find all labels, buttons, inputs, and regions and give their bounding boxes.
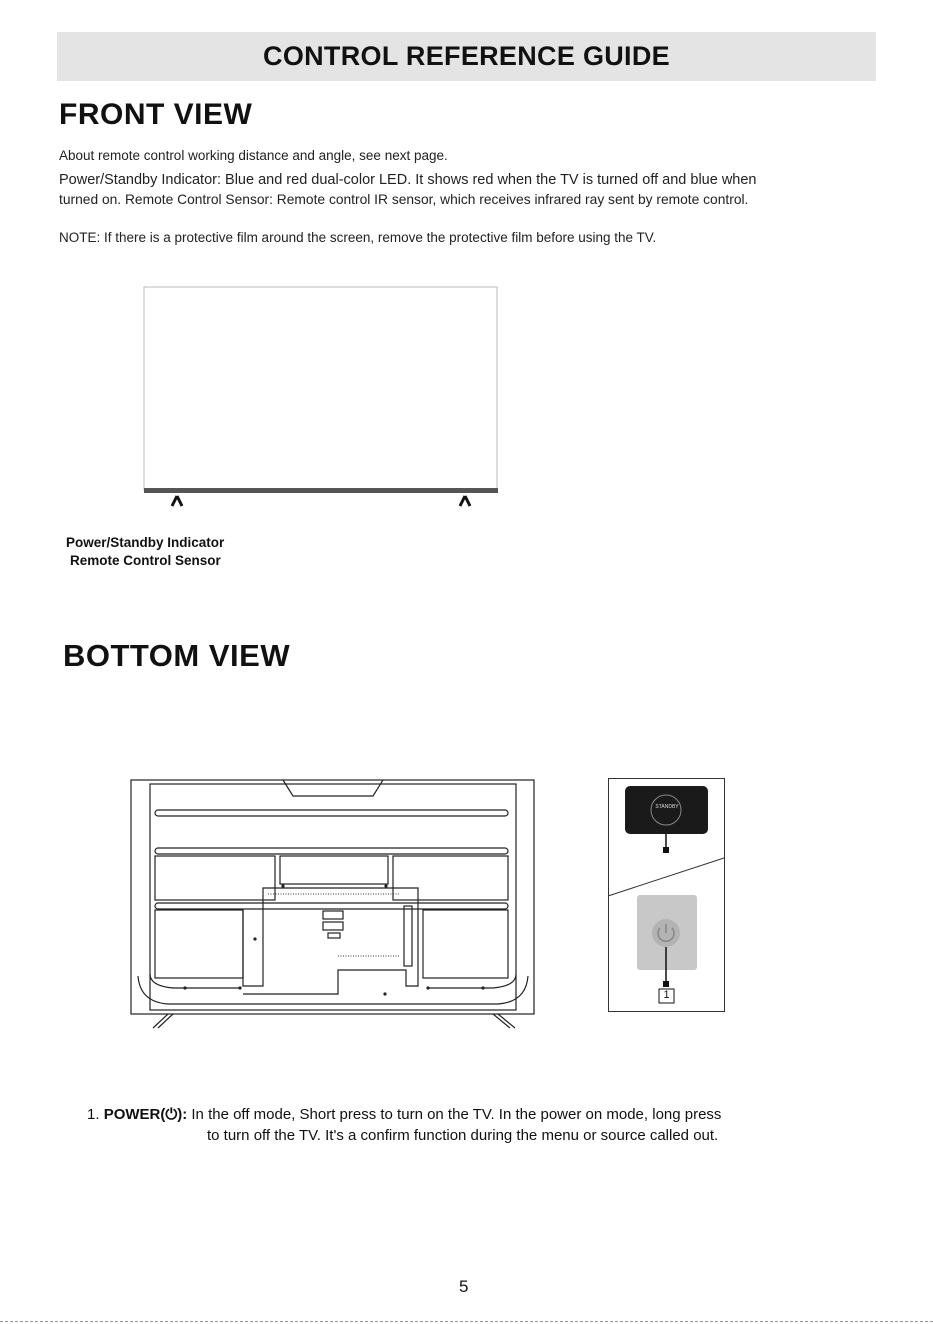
front-view-line2: Power/Standby Indicator: Blue and red dual-color LED. It shows red when the TV is turned off and blue when <box>59 172 757 188</box>
description-number: 1. <box>87 1106 100 1123</box>
power-button-closeup <box>608 778 726 1014</box>
note-text: NOTE: If there is a protective film around the screen, remove the protective film before using the TV. <box>59 230 657 245</box>
tv-back-diagram <box>128 776 538 1034</box>
page-edge-line <box>0 1321 933 1322</box>
remote-control-sensor-label: Remote Control Sensor <box>70 553 221 568</box>
standby-button-label: STANDBY <box>655 804 679 810</box>
front-view-heading: FRONT VIEW <box>59 98 253 131</box>
page-title: CONTROL REFERENCE GUIDE <box>263 41 670 71</box>
description-line1: In the off mode, Short press to turn on the TV. In the power on mode, long press <box>191 1106 722 1123</box>
description-line2: to turn off the TV. It's a confirm function during the menu or source called out. <box>207 1127 719 1144</box>
page-number: 5 <box>459 1277 469 1296</box>
callout-number: 1 <box>663 989 670 1001</box>
title-bar <box>57 32 876 81</box>
power-standby-indicator-label: Power/Standby Indicator <box>66 535 225 550</box>
description-item-1 <box>87 1106 721 1123</box>
description-term: POWER(⏻): <box>103 1106 188 1123</box>
front-view-line3: turned on. Remote Control Sensor: Remote control IR sensor, which receives infrared ray sent by remote control. <box>59 192 749 207</box>
tv-front-diagram <box>140 284 505 509</box>
front-view-line1: About remote control working distance and angle, see next page. <box>59 148 448 163</box>
bottom-view-heading: BOTTOM VIEW <box>63 638 291 673</box>
